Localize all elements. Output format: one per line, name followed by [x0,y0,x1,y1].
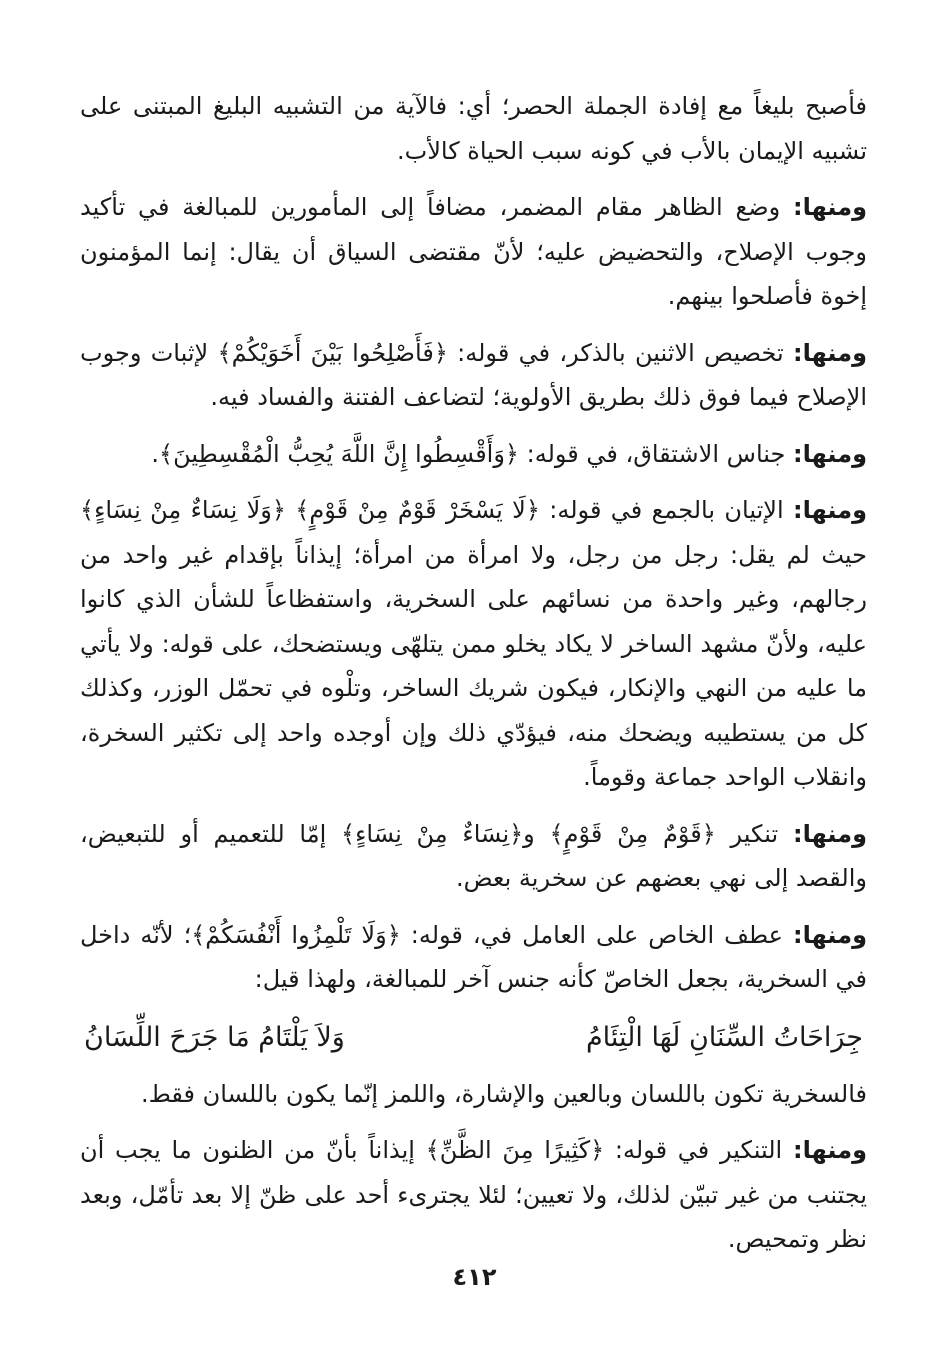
paragraph-5-text: الإتيان بالجمع في قوله: ﴿لَا يَسْخَرْ قَوْمٌ مِنْ قَوْمٍ﴾ ﴿وَلَا نِسَاءٌ مِنْ نِسَاءٍ﴾ حيث لم يقل: رجل من رجل، ولا امرأة من امرأة؛ إيذاناً بإقدام غير واحد من رجالهم، وغير واحدة من نسائهم على السخرية، واستفظاعاً للشأن الذي كانوا عليه، ولأنّ مشهد الساخر لا يكاد يخلو ممن يتلهّى ويستضحك، على قوله: ولا يأتي ما عليه من النهي والإنكار، فيكون شريك الساخر، وتلْوه في تحمّل الوزر، وكذلك كل من يستطيبه ويضحك منه، فيؤدّي ذلك وإن أوجده واحد إلى تكثير السخرة، وانقلاب الواحد جماعة وقوماً. [80,496,867,791]
paragraph-2-text: وضع الظاهر مقام المضمر، مضافاً إلى المأمورين للمبالغة في تأكيد وجوب الإصلاح، والتحضيض عليه؛ لأنّ مقتضى السياق أن يقال: إنما المؤمنون إخوة فأصلحوا بينهم. [80,193,867,310]
paragraph-3 [80,331,867,420]
verse-first-hemistich: جِرَاحَاتُ السِّنَانِ لَهَا الْتِئَامُ [585,1021,863,1053]
paragraph-6 [80,812,867,901]
paragraph-last-text: التنكير في قوله: ﴿كَثِيرًا مِنَ الظَّنِّ﴾ إيذاناً بأنّ من الظنون ما يجب أن يجتنب من غير تبيّن لذلك، ولا تعيين؛ لئلا يجترىء أحد على ظنّ إلا بعد تأمّل، وبعد نظر وتمحيص. [80,1136,867,1253]
paragraph-3-lead: ومنها: [792,338,867,367]
paragraph-6-text: تنكير ﴿قَوْمٌ مِنْ قَوْمٍ﴾ و﴿نِسَاءٌ مِنْ نِسَاءٍ﴾ إمّا للتعميم أو للتبعيض، والقصد إلى نهي بعضهم عن سخرية بعض. [80,819,867,892]
paragraph-1 [80,84,867,173]
paragraph-last [80,1128,867,1262]
paragraph-6-lead: ومنها: [792,819,867,848]
paragraph-7 [80,913,867,1002]
page-body [80,84,867,1274]
paragraph-5-lead: ومنها: [792,496,867,524]
paragraph-2-lead: ومنها: [792,193,867,221]
paragraph-1-text: فأصبح بليغاً مع إفادة الجملة الحصر؛ أي: فالآية من التشبيه البليغ المبتنى على تشبيه الإيمان بالأب في كونه سبب الحياة كالأب. [80,92,867,165]
paragraph-5 [80,488,867,800]
after-verse-paragraph [80,1072,867,1117]
paragraph-4-lead: ومنها: [792,439,867,468]
paragraph-3-text: تخصيص الاثنين بالذكر، في قوله: ﴿فَأَصْلِحُوا بَيْنَ أَخَوَيْكُمْ﴾ لإثبات وجوب الإصلاح فيما فوق ذلك بطريق الأولوية؛ لتضاعف الفتنة والفساد فيه. [80,338,867,411]
paragraph-4 [80,432,867,477]
poetry-verse [80,1014,867,1062]
paragraph-2 [80,185,867,319]
paragraph-7-text: عطف الخاص على العامل في، قوله: ﴿وَلَا تَلْمِزُوا أَنْفُسَكُمْ﴾؛ لأنّه داخل في السخرية، بجعل الخاصّ كأنه جنس آخر للمبالغة، ولهذا قيل: [80,920,867,993]
paragraph-last-lead: ومنها: [792,1136,867,1164]
verse-second-hemistich: وَلاَ يَلْتَامُ مَا جَرَحَ اللِّسَانُ [84,1021,345,1053]
paragraph-7-lead: ومنها: [792,920,867,949]
paragraph-4-text: جناس الاشتقاق، في قوله: ﴿وَأَقْسِطُوا إِنَّ اللَّهَ يُحِبُّ الْمُقْسِطِينَ﴾. [151,439,793,468]
after-verse-text: فالسخرية تكون باللسان وبالعين والإشارة، واللمز إنّما يكون باللسان فقط. [140,1079,867,1108]
page-number: ٤١٢ [452,1263,497,1291]
